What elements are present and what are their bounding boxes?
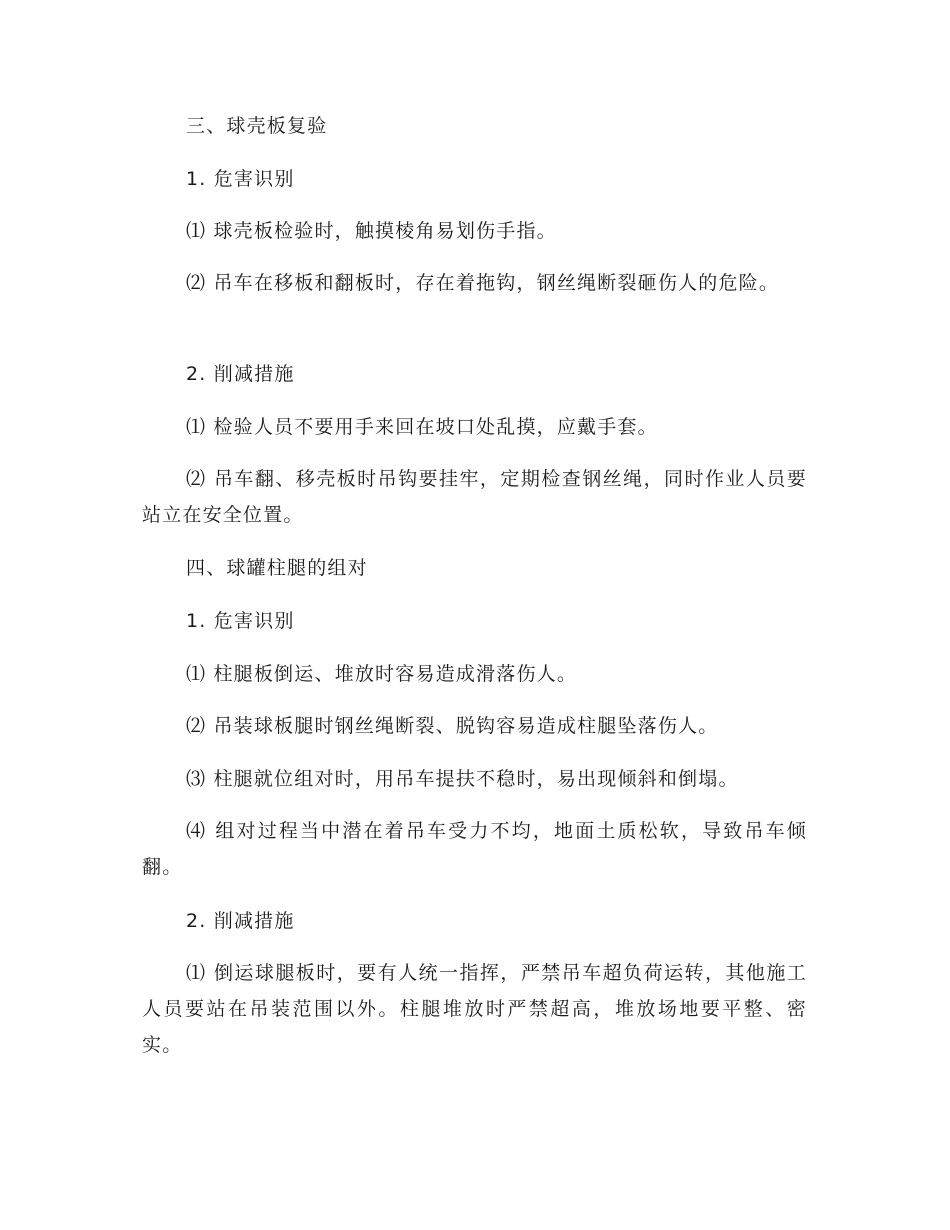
list-item-paragraph: ⑷ 组对过程当中潜在着吊车受力不均，地面土质松软，导致吊车倾翻。 [142,820,807,878]
subheading-hazard-identification: 1. 危害识别 [186,610,295,632]
list-item-paragraph: ⑴ 柱腿板倒运、堆放时容易造成滑落伤人。 [186,663,578,685]
subheading-hazard-identification: 1. 危害识别 [186,168,295,190]
list-item-paragraph: ⑵ 吊装球板腿时钢丝绳断裂、脱钩容易造成柱腿坠落伤人。 [186,715,719,737]
list-item-paragraph: ⑴ 检验人员不要用手来回在坡口处乱摸，应戴手套。 [186,416,658,438]
list-item-paragraph: ⑴ 倒运球腿板时，要有人统一指挥，严禁吊车超负荷运转，其他施工人员要站在吊装范围以外。柱腿堆放时严禁超高，堆放场地要平整、密实。 [142,962,807,1056]
list-item-paragraph: ⑶ 柱腿就位组对时，用吊车提扶不稳时，易出现倾斜和倒塌。 [186,768,739,790]
subheading-mitigation-measures: 2. 削减措施 [186,363,295,385]
subheading-mitigation-measures: 2. 削减措施 [186,910,295,932]
list-item-paragraph: ⑵ 吊车翻、移壳板时吊钩要挂牢，定期检查钢丝绳，同时作业人员要站立在安全位置。 [142,468,807,526]
list-item-paragraph: ⑴ 球壳板检验时，触摸棱角易划伤手指。 [186,220,557,242]
section-heading-spherical-shell-recheck: 三、球壳板复验 [186,115,328,137]
list-item-paragraph: ⑵ 吊车在移板和翻板时，存在着拖钩，钢丝绳断裂砸伤人的危险。 [186,272,780,294]
section-heading-column-leg-assembly: 四、球罐柱腿的组对 [186,557,368,579]
